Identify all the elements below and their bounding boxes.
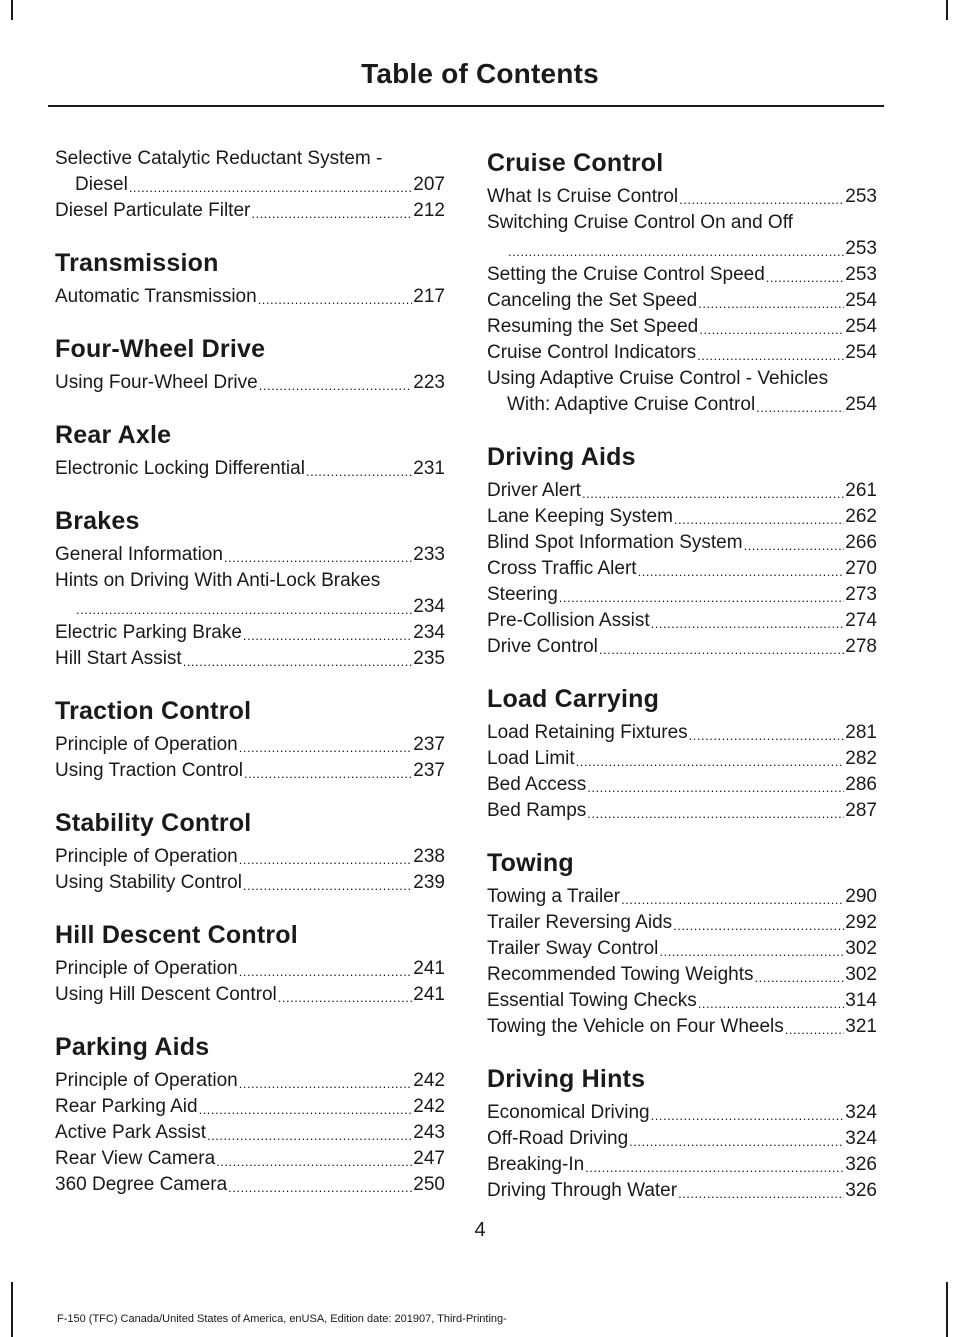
toc-entry[interactable] bbox=[55, 542, 445, 568]
dot-leader bbox=[239, 962, 413, 982]
entry-page-number: 243 bbox=[413, 1122, 445, 1143]
toc-section bbox=[55, 504, 445, 672]
entry-line bbox=[55, 732, 445, 758]
entry-title: Using Traction Control bbox=[55, 760, 243, 781]
entry-first-line bbox=[487, 366, 877, 392]
entry-page-number: 287 bbox=[845, 800, 877, 821]
dot-leader bbox=[659, 942, 844, 962]
entry-page-number: 242 bbox=[413, 1070, 445, 1091]
toc-entry-list bbox=[55, 370, 445, 396]
entry-page-number: 223 bbox=[413, 372, 445, 393]
toc-entry[interactable] bbox=[487, 1152, 877, 1178]
dot-leader bbox=[228, 1178, 412, 1198]
entry-title: Rear Parking Aid bbox=[55, 1096, 198, 1117]
entry-line bbox=[55, 1172, 445, 1198]
dot-leader bbox=[508, 242, 844, 262]
toc-section bbox=[487, 682, 877, 824]
entry-line bbox=[487, 772, 877, 798]
entry-line bbox=[55, 198, 445, 224]
entry-title: Hill Start Assist bbox=[55, 648, 182, 669]
toc-section bbox=[55, 806, 445, 896]
dot-leader bbox=[651, 1106, 845, 1126]
entry-page-number: 302 bbox=[845, 938, 877, 959]
entry-page-number: 262 bbox=[845, 506, 877, 527]
toc-entry[interactable] bbox=[487, 184, 877, 210]
dot-leader bbox=[744, 536, 845, 556]
toc-entry[interactable] bbox=[55, 956, 445, 982]
toc-entry[interactable] bbox=[487, 1126, 877, 1152]
entry-line bbox=[487, 262, 877, 288]
dot-leader bbox=[243, 876, 412, 896]
entry-title: Lane Keeping System bbox=[487, 506, 673, 527]
toc-entry[interactable] bbox=[487, 210, 877, 262]
entry-page-number: 324 bbox=[845, 1128, 877, 1149]
dot-leader bbox=[207, 1126, 412, 1146]
toc-entry[interactable] bbox=[55, 982, 445, 1008]
entry-page-number: 292 bbox=[845, 912, 877, 933]
entry-title: Switching Cruise Control On and Off bbox=[487, 212, 793, 233]
dot-leader bbox=[576, 752, 845, 772]
dot-leader bbox=[585, 1158, 844, 1178]
dot-leader bbox=[76, 600, 412, 620]
dot-leader bbox=[244, 764, 412, 784]
entry-title: Blind Spot Information System bbox=[487, 532, 743, 553]
entry-title: Principle of Operation bbox=[55, 1070, 238, 1091]
entry-first-line bbox=[55, 146, 445, 172]
toc-left-column bbox=[55, 146, 445, 1220]
toc-section bbox=[487, 1062, 877, 1204]
toc-entry[interactable] bbox=[55, 1094, 445, 1120]
entry-page-number: 254 bbox=[845, 342, 877, 363]
crop-mark-top-right bbox=[946, 0, 948, 20]
dot-leader bbox=[679, 190, 844, 210]
entry-page-number: 290 bbox=[845, 886, 877, 907]
toc-entry[interactable] bbox=[55, 870, 445, 896]
entry-continuation-line bbox=[487, 236, 877, 262]
entry-title: Principle of Operation bbox=[55, 846, 238, 867]
toc-entry[interactable] bbox=[487, 314, 877, 340]
dot-leader bbox=[785, 1020, 845, 1040]
edition-footer: F-150 (TFC) Canada/United States of America, enUSA, Edition date: 201907, Third-Printing- bbox=[57, 1313, 507, 1325]
section-heading-transmission: Transmission bbox=[55, 249, 219, 277]
entry-title: Using Four-Wheel Drive bbox=[55, 372, 258, 393]
toc-entry[interactable] bbox=[55, 1120, 445, 1146]
entry-title: Using Hill Descent Control bbox=[55, 984, 277, 1005]
toc-entry[interactable] bbox=[487, 608, 877, 634]
entry-page-number: 253 bbox=[845, 264, 877, 285]
toc-entry[interactable] bbox=[487, 798, 877, 824]
entry-line bbox=[487, 340, 877, 366]
entry-line bbox=[55, 620, 445, 646]
toc-entry[interactable] bbox=[55, 620, 445, 646]
entry-page-number: 278 bbox=[845, 636, 877, 657]
toc-entry[interactable] bbox=[487, 504, 877, 530]
entry-line bbox=[487, 530, 877, 556]
dot-leader bbox=[582, 484, 844, 504]
entry-line bbox=[487, 314, 877, 340]
entry-title: Load Retaining Fixtures bbox=[487, 722, 688, 743]
toc-entry[interactable] bbox=[55, 284, 445, 310]
dot-leader bbox=[629, 1132, 844, 1152]
entry-line bbox=[487, 798, 877, 824]
crop-mark-bottom-left bbox=[11, 1282, 13, 1337]
toc-entry[interactable] bbox=[487, 262, 877, 288]
entry-line bbox=[55, 982, 445, 1008]
entry-page-number: 314 bbox=[845, 990, 877, 1011]
entry-line bbox=[55, 646, 445, 672]
entry-line bbox=[55, 1068, 445, 1094]
toc-entry-list bbox=[55, 1068, 445, 1198]
entry-page-number: 254 bbox=[845, 394, 877, 415]
toc-entry-list bbox=[487, 184, 877, 418]
entry-page-number: 266 bbox=[845, 532, 877, 553]
entry-title: Pre-Collision Assist bbox=[487, 610, 650, 631]
toc-section bbox=[55, 918, 445, 1008]
entry-page-number: 324 bbox=[845, 1102, 877, 1123]
section-heading-driving-hints: Driving Hints bbox=[487, 1065, 646, 1093]
entry-line bbox=[487, 634, 877, 660]
entry-continuation-line bbox=[55, 594, 445, 620]
entry-title: Diesel Particulate Filter bbox=[55, 200, 251, 221]
entry-line bbox=[487, 936, 877, 962]
section-heading-load-carrying: Load Carrying bbox=[487, 685, 660, 713]
dot-leader bbox=[621, 890, 844, 910]
entry-line bbox=[55, 284, 445, 310]
toc-section bbox=[487, 846, 877, 1040]
toc-entry-list bbox=[487, 478, 877, 660]
entry-page-number: 242 bbox=[413, 1096, 445, 1117]
entry-title: 360 Degree Camera bbox=[55, 1174, 228, 1195]
entry-page-number: 281 bbox=[845, 722, 877, 743]
toc-entry[interactable] bbox=[55, 758, 445, 784]
toc-entry-list bbox=[55, 956, 445, 1008]
toc-entry[interactable] bbox=[487, 962, 877, 988]
entry-page-number: 231 bbox=[413, 458, 445, 479]
entry-title-continuation: Diesel bbox=[75, 174, 128, 195]
toc-section bbox=[487, 146, 877, 418]
dot-leader bbox=[755, 968, 845, 988]
entry-page-number: 212 bbox=[413, 200, 445, 221]
entry-title: Cruise Control Indicators bbox=[487, 342, 697, 363]
toc-entry-list bbox=[55, 456, 445, 482]
dot-leader bbox=[651, 614, 845, 634]
dot-leader bbox=[697, 346, 844, 366]
entry-page-number: 239 bbox=[413, 872, 445, 893]
toc-entry[interactable] bbox=[55, 456, 445, 482]
entry-page-number: 274 bbox=[845, 610, 877, 631]
entry-line bbox=[487, 1100, 877, 1126]
entry-line bbox=[55, 758, 445, 784]
entry-title: Setting the Cruise Control Speed bbox=[487, 264, 765, 285]
entry-line bbox=[487, 556, 877, 582]
entry-title: Towing a Trailer bbox=[487, 886, 621, 907]
entry-line bbox=[487, 1178, 877, 1204]
entry-title: Cross Traffic Alert bbox=[487, 558, 637, 579]
entry-page-number: 254 bbox=[845, 290, 877, 311]
entry-page-number: 326 bbox=[845, 1154, 877, 1175]
toc-entry[interactable] bbox=[487, 746, 877, 772]
toc-entry[interactable] bbox=[487, 288, 877, 314]
toc-entry[interactable] bbox=[487, 910, 877, 936]
dot-leader bbox=[239, 1074, 413, 1094]
entry-page-number: 217 bbox=[413, 286, 445, 307]
toc-entry[interactable] bbox=[487, 936, 877, 962]
entry-title: Driver Alert bbox=[487, 480, 581, 501]
entry-line bbox=[55, 1146, 445, 1172]
dot-leader bbox=[638, 562, 845, 582]
toc-section bbox=[55, 694, 445, 784]
entry-page-number: 241 bbox=[413, 958, 445, 979]
entry-title: Using Stability Control bbox=[55, 872, 242, 893]
toc-entry-list bbox=[55, 732, 445, 784]
entry-title: Principle of Operation bbox=[55, 734, 238, 755]
entry-line bbox=[55, 870, 445, 896]
toc-section bbox=[55, 246, 445, 310]
toc-entry[interactable] bbox=[487, 988, 877, 1014]
entry-line bbox=[487, 582, 877, 608]
toc-section bbox=[55, 418, 445, 482]
dot-leader bbox=[699, 320, 844, 340]
entry-page-number: 241 bbox=[413, 984, 445, 1005]
entry-line bbox=[487, 1152, 877, 1178]
entry-page-number: 253 bbox=[845, 186, 877, 207]
dot-leader bbox=[199, 1100, 413, 1120]
toc-section bbox=[55, 332, 445, 396]
toc-entry[interactable] bbox=[487, 530, 877, 556]
entry-line bbox=[55, 370, 445, 396]
toc-entry[interactable] bbox=[487, 1100, 877, 1126]
dot-leader bbox=[239, 850, 413, 870]
toc-entry-list bbox=[55, 284, 445, 310]
toc-entry[interactable] bbox=[487, 720, 877, 746]
entry-continuation-line bbox=[55, 172, 445, 198]
entry-line bbox=[487, 884, 877, 910]
toc-entry-list bbox=[55, 146, 445, 224]
dot-leader bbox=[599, 640, 844, 660]
entry-page-number: 234 bbox=[413, 622, 445, 643]
toc-entry-list bbox=[55, 844, 445, 896]
entry-page-number: 234 bbox=[413, 596, 445, 617]
entry-page-number: 237 bbox=[413, 760, 445, 781]
entry-title: Principle of Operation bbox=[55, 958, 238, 979]
entry-page-number: 286 bbox=[845, 774, 877, 795]
entry-page-number: 261 bbox=[845, 480, 877, 501]
page-number: 4 bbox=[474, 1219, 486, 1241]
dot-leader bbox=[756, 398, 844, 418]
toc-entry-list bbox=[487, 720, 877, 824]
section-heading-cruise-control: Cruise Control bbox=[487, 149, 664, 177]
entry-title: What Is Cruise Control bbox=[487, 186, 679, 207]
entry-line bbox=[55, 844, 445, 870]
section-heading-traction-control: Traction Control bbox=[55, 697, 252, 725]
toc-entry-list bbox=[487, 884, 877, 1040]
toc-entry[interactable] bbox=[487, 884, 877, 910]
dot-leader bbox=[183, 652, 413, 672]
toc-entry[interactable] bbox=[487, 1014, 877, 1040]
section-heading-hill-descent-control: Hill Descent Control bbox=[55, 921, 298, 949]
toc-entry[interactable] bbox=[55, 646, 445, 672]
entry-title: Driving Through Water bbox=[487, 1180, 678, 1201]
dot-leader bbox=[766, 268, 845, 288]
entry-page-number: 270 bbox=[845, 558, 877, 579]
entry-first-line bbox=[55, 568, 445, 594]
toc-entry[interactable] bbox=[55, 568, 445, 620]
entry-page-number: 282 bbox=[845, 748, 877, 769]
entry-page-number: 254 bbox=[845, 316, 877, 337]
toc-section bbox=[487, 440, 877, 660]
dot-leader bbox=[673, 916, 844, 936]
section-heading-towing: Towing bbox=[487, 849, 574, 877]
entry-line bbox=[487, 746, 877, 772]
dot-leader bbox=[251, 204, 412, 224]
section-heading-driving-aids: Driving Aids bbox=[487, 443, 636, 471]
title-divider bbox=[48, 105, 884, 107]
dot-leader bbox=[239, 738, 413, 758]
entry-page-number: 302 bbox=[845, 964, 877, 985]
section-heading-stability-control: Stability Control bbox=[55, 809, 252, 837]
toc-entry[interactable] bbox=[55, 1146, 445, 1172]
toc-entry[interactable] bbox=[487, 1178, 877, 1204]
entry-line bbox=[487, 608, 877, 634]
dot-leader bbox=[216, 1152, 412, 1172]
entry-title: Active Park Assist bbox=[55, 1122, 206, 1143]
toc-entry[interactable] bbox=[487, 556, 877, 582]
toc-entry-list bbox=[55, 542, 445, 672]
toc-entry[interactable] bbox=[55, 370, 445, 396]
toc-entry[interactable] bbox=[55, 1172, 445, 1198]
entry-title: Breaking-In bbox=[487, 1154, 585, 1175]
entry-page-number: 253 bbox=[845, 238, 877, 259]
entry-page-number: 250 bbox=[413, 1174, 445, 1195]
toc-entry[interactable] bbox=[487, 340, 877, 366]
entry-title: Economical Driving bbox=[487, 1102, 650, 1123]
entry-line bbox=[55, 1094, 445, 1120]
dot-leader bbox=[674, 510, 844, 530]
dot-leader bbox=[587, 804, 844, 824]
toc-section bbox=[55, 146, 445, 224]
toc-entry[interactable] bbox=[55, 1068, 445, 1094]
entry-line bbox=[55, 956, 445, 982]
toc-entry-list bbox=[487, 1100, 877, 1204]
entry-line bbox=[487, 504, 877, 530]
toc-entry[interactable] bbox=[487, 478, 877, 504]
entry-page-number: 273 bbox=[845, 584, 877, 605]
entry-page-number: 238 bbox=[413, 846, 445, 867]
entry-line bbox=[487, 910, 877, 936]
dot-leader bbox=[278, 988, 413, 1008]
entry-title: Selective Catalytic Reductant System - bbox=[55, 148, 383, 169]
entry-title: Hints on Driving With Anti-Lock Brakes bbox=[55, 570, 381, 591]
toc-entry[interactable] bbox=[55, 146, 445, 198]
entry-line bbox=[487, 184, 877, 210]
entry-title: Electric Parking Brake bbox=[55, 622, 242, 643]
entry-title: Essential Towing Checks bbox=[487, 990, 697, 1011]
dot-leader bbox=[678, 1184, 844, 1204]
entry-page-number: 233 bbox=[413, 544, 445, 565]
entry-page-number: 326 bbox=[845, 1180, 877, 1201]
entry-title: Bed Ramps bbox=[487, 800, 587, 821]
toc-right-column bbox=[487, 146, 877, 1226]
entry-page-number: 237 bbox=[413, 734, 445, 755]
entry-line bbox=[487, 988, 877, 1014]
entry-page-number: 235 bbox=[413, 648, 445, 669]
crop-mark-bottom-right bbox=[946, 1282, 948, 1337]
dot-leader bbox=[587, 778, 844, 798]
entry-line bbox=[487, 720, 877, 746]
crop-mark-top-left bbox=[11, 0, 13, 20]
entry-title: Bed Access bbox=[487, 774, 587, 795]
entry-title: Off-Road Driving bbox=[487, 1128, 629, 1149]
dot-leader bbox=[306, 462, 412, 482]
section-heading-brakes: Brakes bbox=[55, 507, 140, 535]
dot-leader bbox=[698, 294, 844, 314]
dot-leader bbox=[243, 626, 412, 646]
dot-leader bbox=[259, 376, 413, 396]
section-heading-rear-axle: Rear Axle bbox=[55, 421, 172, 449]
entry-title: Drive Control bbox=[487, 636, 598, 657]
entry-line bbox=[55, 1120, 445, 1146]
toc-entry[interactable] bbox=[487, 772, 877, 798]
dot-leader bbox=[129, 178, 412, 198]
entry-page-number: 321 bbox=[845, 1016, 877, 1037]
entry-line bbox=[487, 288, 877, 314]
entry-title: Resuming the Set Speed bbox=[487, 316, 699, 337]
section-heading-parking-aids: Parking Aids bbox=[55, 1033, 210, 1061]
entry-line bbox=[487, 478, 877, 504]
toc-entry[interactable] bbox=[55, 844, 445, 870]
toc-entry[interactable] bbox=[55, 198, 445, 224]
entry-page-number: 247 bbox=[413, 1148, 445, 1169]
entry-title: Steering bbox=[487, 584, 558, 605]
entry-first-line bbox=[487, 210, 877, 236]
entry-title: Canceling the Set Speed bbox=[487, 290, 698, 311]
section-heading-four-wheel-drive: Four-Wheel Drive bbox=[55, 335, 266, 363]
entry-title: Load Limit bbox=[487, 748, 575, 769]
entry-title: Trailer Reversing Aids bbox=[487, 912, 673, 933]
entry-title: General Information bbox=[55, 544, 223, 565]
entry-line bbox=[55, 456, 445, 482]
dot-leader bbox=[689, 726, 845, 746]
entry-page-number: 207 bbox=[413, 174, 445, 195]
dot-leader bbox=[698, 994, 844, 1014]
entry-title: Rear View Camera bbox=[55, 1148, 216, 1169]
entry-title-continuation: With: Adaptive Cruise Control bbox=[507, 394, 756, 415]
entry-title: Automatic Transmission bbox=[55, 286, 257, 307]
toc-entry[interactable] bbox=[487, 634, 877, 660]
entry-line bbox=[487, 962, 877, 988]
toc-entry[interactable] bbox=[487, 582, 877, 608]
entry-continuation-line bbox=[487, 392, 877, 418]
entry-title: Using Adaptive Cruise Control - Vehicles bbox=[487, 368, 829, 389]
page-title: Table of Contents bbox=[361, 58, 599, 89]
dot-leader bbox=[224, 548, 412, 568]
toc-entry[interactable] bbox=[487, 366, 877, 418]
toc-section bbox=[55, 1030, 445, 1198]
entry-line bbox=[487, 1126, 877, 1152]
entry-title: Towing the Vehicle on Four Wheels bbox=[487, 1016, 784, 1037]
entry-title: Recommended Towing Weights bbox=[487, 964, 754, 985]
entry-line bbox=[55, 542, 445, 568]
entry-line bbox=[487, 1014, 877, 1040]
dot-leader bbox=[559, 588, 845, 608]
entry-title: Electronic Locking Differential bbox=[55, 458, 305, 479]
toc-entry[interactable] bbox=[55, 732, 445, 758]
dot-leader bbox=[258, 290, 413, 310]
entry-title: Trailer Sway Control bbox=[487, 938, 659, 959]
